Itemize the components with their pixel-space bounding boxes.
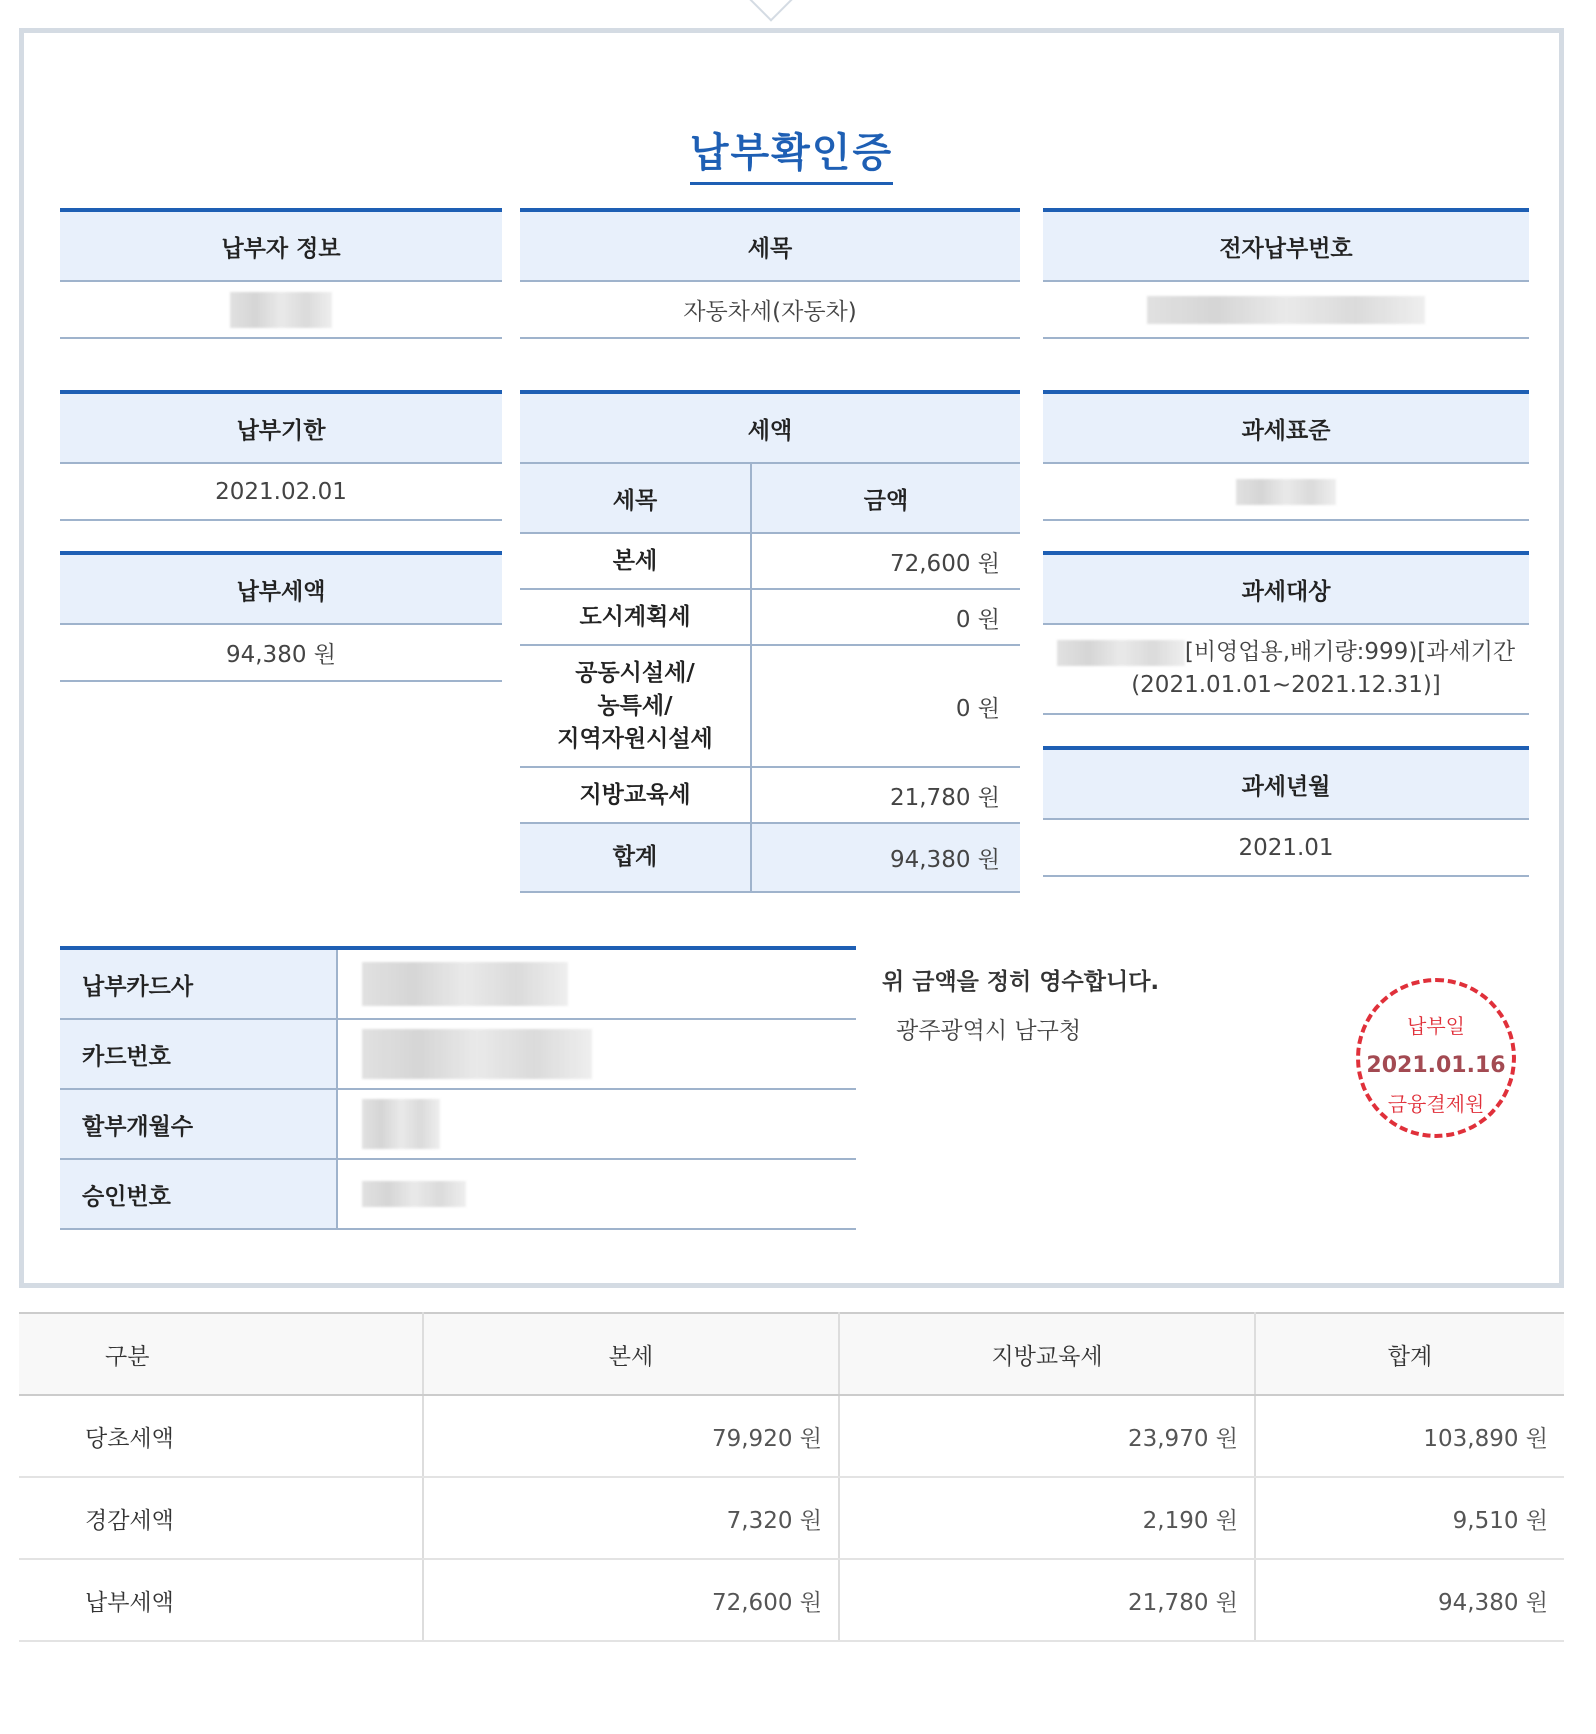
page-title: 납부확인증: [24, 121, 1559, 178]
redacted-approval: [362, 1181, 466, 1207]
cell-total: 103,890 원: [1255, 1395, 1564, 1477]
paid-amount-value: 94,380 원: [60, 625, 502, 682]
tax-month-value: 2021.01: [1043, 820, 1529, 877]
top-notch: [748, 0, 793, 22]
redacted-vehicle: [1057, 640, 1185, 666]
tax-breakdown-table: [520, 390, 1020, 893]
row-label: 경감세액: [19, 1477, 423, 1559]
cell-edu: 21,780 원: [839, 1559, 1255, 1641]
tax-row-item: 도시계획세: [520, 589, 751, 645]
tax-total-amount: 94,380 원: [751, 823, 1020, 892]
tax-row-item: 지방교육세: [520, 767, 751, 823]
col-amount: 금액: [751, 463, 1020, 533]
redacted-payment-number: [1147, 296, 1425, 324]
tax-month-box: [1043, 746, 1529, 877]
redacted-installment: [362, 1099, 440, 1149]
tax-item-value: 자동차세(자동차): [520, 282, 1020, 339]
card-number-row: [60, 1020, 856, 1090]
tax-row-amount: 0 원: [751, 589, 1020, 645]
redacted-tax-base: [1236, 479, 1336, 505]
tax-row-amount: 72,600 원: [751, 533, 1020, 589]
tax-base-value: [1043, 464, 1529, 521]
redacted-payer: [230, 292, 332, 328]
installment-label: 할부개월수: [60, 1090, 338, 1158]
payment-date-stamp: [1356, 978, 1516, 1138]
cell-base: 79,920 원: [423, 1395, 839, 1477]
paid-amount-label: 납부세액: [60, 551, 502, 625]
table-row: [19, 1395, 1564, 1477]
tax-object-text: [비영업용,배기량:999)[과세기간(2021.01.01~2021.12.31)]: [1131, 639, 1516, 698]
cell-edu: 2,190 원: [839, 1477, 1255, 1559]
tax-month-label: 과세년월: [1043, 746, 1529, 820]
redacted-card-number: [362, 1029, 592, 1079]
e-payment-number-box: [1043, 208, 1529, 339]
due-date-box: [60, 390, 502, 521]
due-date-label: 납부기한: [60, 390, 502, 464]
tax-base-box: [1043, 390, 1529, 521]
tax-amount-header: 세액: [520, 392, 1020, 463]
tax-row-amount: 21,780 원: [751, 767, 1020, 823]
col-tax-item: 세목: [520, 463, 751, 533]
tax-object-value: [1043, 625, 1529, 715]
tax-summary-table: [19, 1312, 1564, 1642]
cell-base: 7,320 원: [423, 1477, 839, 1559]
card-company-row: [60, 950, 856, 1020]
e-payment-number-label: 전자납부번호: [1043, 208, 1529, 282]
stamp-top: 납부일: [1407, 1014, 1465, 1038]
payer-info-box: [60, 208, 502, 339]
approval-row: [60, 1160, 856, 1230]
receipt-statement: 위 금액을 정히 영수합니다.: [882, 969, 1160, 995]
cell-edu: 23,970 원: [839, 1395, 1255, 1477]
table-row: [19, 1559, 1564, 1641]
tax-row-item: 본세: [520, 533, 751, 589]
e-payment-number-value: [1043, 282, 1529, 339]
col-base-tax: 본세: [423, 1313, 839, 1395]
installment-row: [60, 1090, 856, 1160]
col-total: 합계: [1255, 1313, 1564, 1395]
col-category: 구분: [19, 1313, 423, 1395]
card-company-label: 납부카드사: [60, 950, 338, 1018]
card-number-label: 카드번호: [60, 1020, 338, 1088]
tax-item-box: [520, 208, 1020, 339]
due-date-value: 2021.02.01: [60, 464, 502, 521]
tax-object-label: 과세대상: [1043, 551, 1529, 625]
col-education-tax: 지방교육세: [839, 1313, 1255, 1395]
stamp-bottom: 금융결제원: [1387, 1092, 1485, 1116]
row-label: 당초세액: [19, 1395, 423, 1477]
tax-object-box: [1043, 551, 1529, 715]
redacted-card-company: [362, 962, 568, 1006]
tax-item-label: 세목: [520, 208, 1020, 282]
approval-label: 승인번호: [60, 1160, 338, 1228]
issuing-office: 광주광역시 남구청: [896, 1018, 1082, 1044]
cell-total: 94,380 원: [1255, 1559, 1564, 1641]
tax-base-label: 과세표준: [1043, 390, 1529, 464]
row-label: 납부세액: [19, 1559, 423, 1641]
payer-info-label: 납부자 정보: [60, 208, 502, 282]
payer-info-value: [60, 282, 502, 339]
tax-row-amount: 0 원: [751, 645, 1020, 767]
table-row: [19, 1477, 1564, 1559]
tax-total-label: 합계: [520, 823, 751, 892]
paid-amount-box: [60, 551, 502, 682]
stamp-date: 2021.01.16: [1366, 1053, 1506, 1078]
card-info-table: [60, 946, 856, 1230]
cell-base: 72,600 원: [423, 1559, 839, 1641]
cell-total: 9,510 원: [1255, 1477, 1564, 1559]
tax-row-item: 공동시설세/ 농특세/ 지역자원시설세: [520, 645, 751, 767]
